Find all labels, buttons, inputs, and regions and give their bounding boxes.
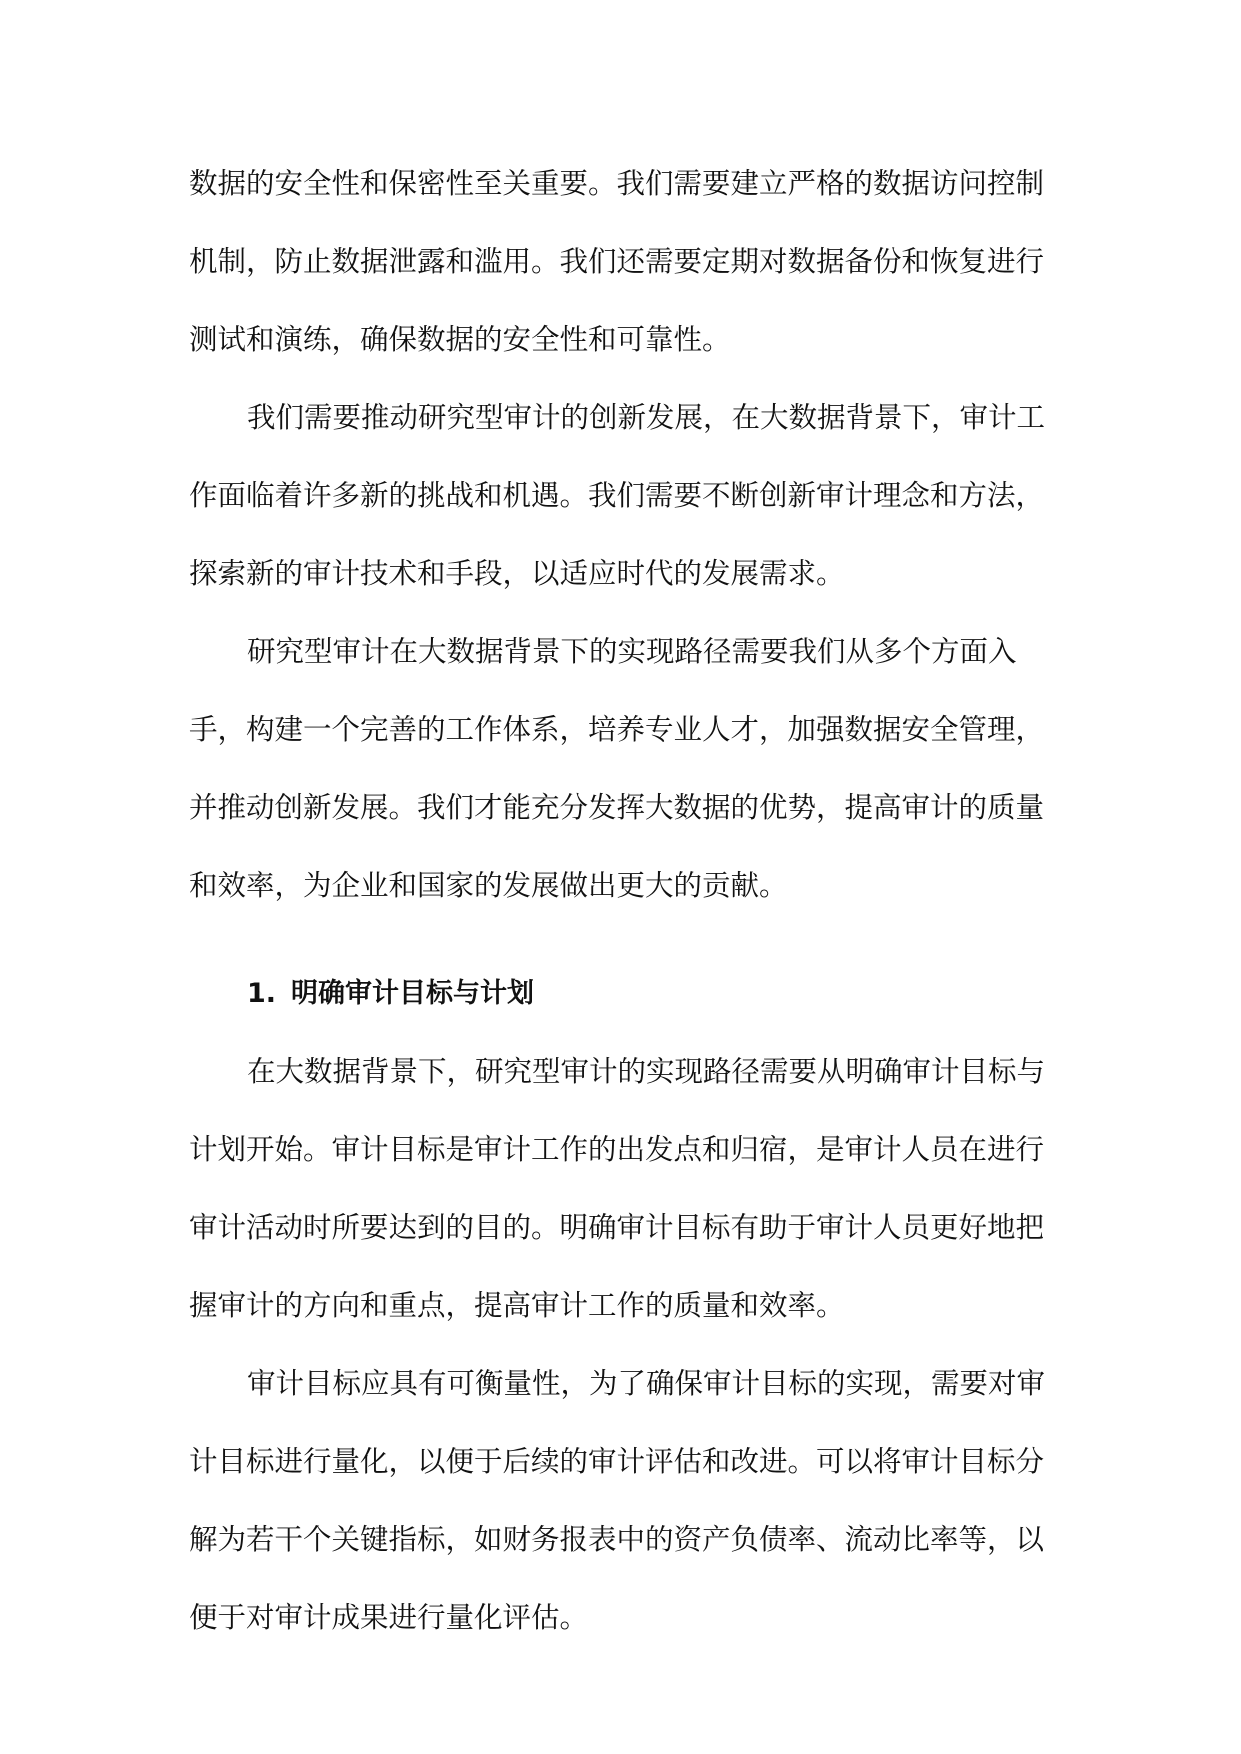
section-number: 1. [247,978,277,1009]
paragraph-audit-goals [189,1033,1057,1345]
text-line: 审计活动时所要达到的目的。明确审计目标有助于审计人员更好地把 [189,1211,1045,1244]
paragraph-implementation-path [189,613,1057,925]
text-line: 数据的安全性和保密性至关重要。我们需要建立严格的数据访问控制 [189,167,1045,200]
paragraph-innovation [189,379,1057,613]
section-spacer [189,925,1057,955]
text-line: 在大数据背景下，研究型审计的实现路径需要从明确审计目标与 [247,1055,1046,1088]
text-line: 机制，防止数据泄露和滥用。我们还需要定期对数据备份和恢复进行 [189,245,1045,278]
section-title: 明确审计目标与计划 [291,978,534,1009]
paragraph-measurable-goals [189,1345,1057,1657]
text-line: 审计目标应具有可衡量性，为了确保审计目标的实现，需要对审 [247,1367,1046,1400]
text-line: 作面临着许多新的挑战和机遇。我们需要不断创新审计理念和方法， [189,479,1045,512]
text-line: 探索新的审计技术和手段，以适应时代的发展需求。 [189,557,845,590]
document-body [189,145,1057,1657]
text-line: 便于对审计成果进行量化评估。 [189,1601,589,1634]
text-line: 计划开始。审计目标是审计工作的出发点和归宿，是审计人员在进行 [189,1133,1045,1166]
text-line: 解为若干个关键指标，如财务报表中的资产负债率、流动比率等，以 [189,1523,1045,1556]
text-line: 和效率，为企业和国家的发展做出更大的贡献。 [189,869,788,902]
text-line: 研究型审计在大数据背景下的实现路径需要我们从多个方面入 [247,635,1017,668]
paragraph-data-security [189,145,1057,379]
text-line: 测试和演练，确保数据的安全性和可靠性。 [189,323,731,356]
section-heading [189,955,1057,1033]
text-line: 手，构建一个完善的工作体系，培养专业人才，加强数据安全管理， [189,713,1045,746]
text-line: 握审计的方向和重点，提高审计工作的质量和效率。 [189,1289,845,1322]
text-line: 并推动创新发展。我们才能充分发挥大数据的优势，提高审计的质量 [189,791,1045,824]
text-line: 计目标进行量化，以便于后续的审计评估和改进。可以将审计目标分 [189,1445,1045,1478]
text-line: 我们需要推动研究型审计的创新发展，在大数据背景下，审计工 [247,401,1046,434]
